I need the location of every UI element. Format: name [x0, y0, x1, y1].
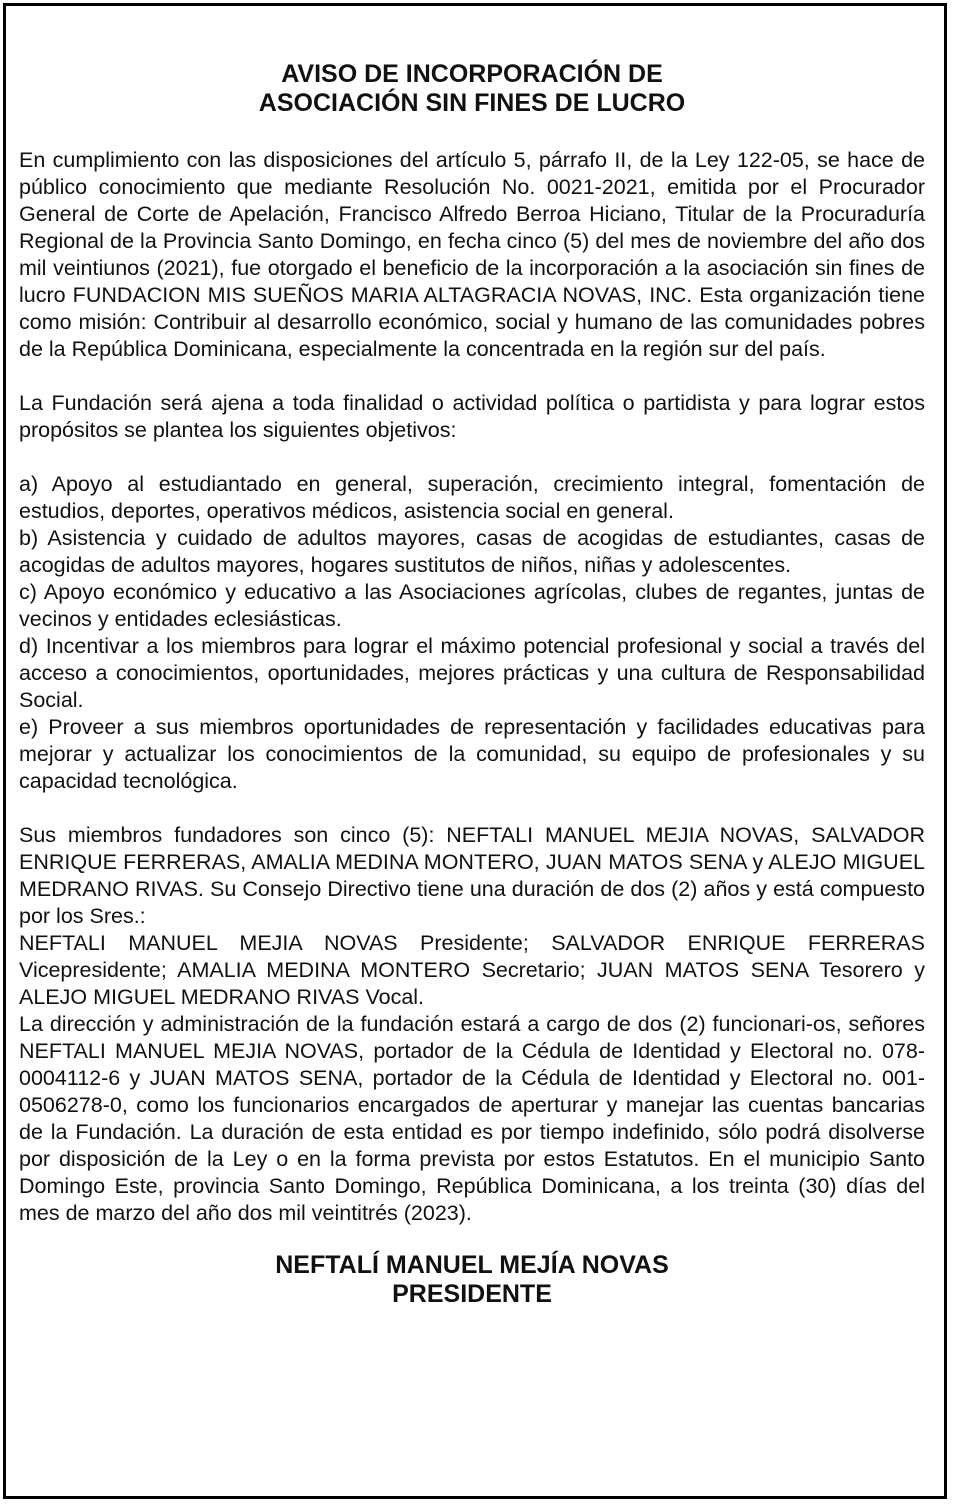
- signature-name: NEFTALÍ MANUEL MEJÍA NOVAS: [275, 1251, 669, 1279]
- paragraph-purpose: La Fundación será ajena a toda finalidad o actividad política o partidista y para lograr estos propósitos se plantea los siguientes objetivos:: [19, 391, 925, 442]
- objective-item-b: b) Asistencia y cuidado de adultos mayores, casas de acogidas de estudiantes, casas de acogidas de adultos mayores, hogares sustitutos de niños, niñas y adolescentes.: [19, 526, 925, 577]
- paragraph-administration: La dirección y administración de la fundación estará a cargo de dos (2) funcionari-os, señores NEFTALI MANUEL MEJIA NOVAS, portador de la Cédula de Identidad y Electoral no. 078-0004112-6 y JUAN MATOS SENA, portador de la Cédula de Identidad y Electoral no. 001-0506278-0, como los funcionarios encargados de aperturar y manejar las cuentas bancarias de la Fundación. La duración de esta entidad es por tiempo indefinido, sólo podrá disolverse por disposición de la Ley o en la forma prevista por estos Estatutos. En el municipio Santo Domingo Este, provincia Santo Domingo, República Dominicana, a los treinta (30) días del mes de marzo del año dos mil veintitrés (2023).: [19, 1012, 925, 1225]
- objective-item-a: a) Apoyo al estudiantado en general, superación, crecimiento integral, fomentación de estudios, deportes, operativos médicos, asistencia social en general.: [19, 472, 925, 523]
- signature-title: PRESIDENTE: [392, 1280, 552, 1308]
- objective-item-e: e) Proveer a sus miembros oportunidades de representación y facilidades educativas para mejorar y actualizar los conocimientos de la comunidad, su equipo de profesionales y su capacidad tecnológica.: [19, 715, 925, 793]
- notice-title-line1: AVISO DE INCORPORACIÓN DE: [281, 60, 663, 88]
- paragraph-board: NEFTALI MANUEL MEJIA NOVAS Presidente; SALVADOR ENRIQUE FERRERAS Vicepresidente; AMALIA MEDINA MONTERO Secretario; JUAN MATOS SENA Tesorero y ALEJO MIGUEL MEDRANO RIVAS Vocal.: [19, 931, 925, 1009]
- notice-content: [19, 60, 925, 1309]
- notice-title-line2: ASOCIACIÓN SIN FINES DE LUCRO: [258, 89, 686, 117]
- paragraph-resolution: En cumplimiento con las disposiciones del artículo 5, párrafo II, de la Ley 122-05, se hace de público conocimiento que mediante Resolución No. 0021-2021, emitida por el Procurador General de Corte de Apelación, Francisco Alfredo Berroa Hiciano, Titular de la Procuraduría Regional de la Provincia Santo Domingo, en fecha cinco (5) del mes de noviembre del año dos mil veintiunos (2021), fue otorgado el beneficio de la incorporación a la asociación sin fines de lucro FUNDACION MIS SUEÑOS MARIA ALTAGRACIA NOVAS, INC. Esta organización tiene como misión: Contribuir al desarrollo económico, social y humano de las comunidades pobres de la República Dominicana, especialmente la concentrada en la región sur del país.: [19, 148, 925, 361]
- objective-item-c: c) Apoyo económico y educativo a las Asociaciones agrícolas, clubes de regantes, juntas de vecinos y entidades eclesiásticas.: [19, 580, 925, 631]
- paragraph-founders: Sus miembros fundadores son cinco (5): NEFTALI MANUEL MEJIA NOVAS, SALVADOR ENRIQUE FERRERAS, AMALIA MEDINA MONTERO, JUAN MATOS SENA y ALEJO MIGUEL MEDRANO RIVAS. Su Consejo Directivo tiene una duración de dos (2) años y está compuesto por los Sres.:: [19, 823, 925, 928]
- objective-item-d: d) Incentivar a los miembros para lograr el máximo potencial profesional y social a través del acceso a conocimientos, oportunidades, mejores prácticas y una cultura de Responsabilidad Social.: [19, 634, 925, 712]
